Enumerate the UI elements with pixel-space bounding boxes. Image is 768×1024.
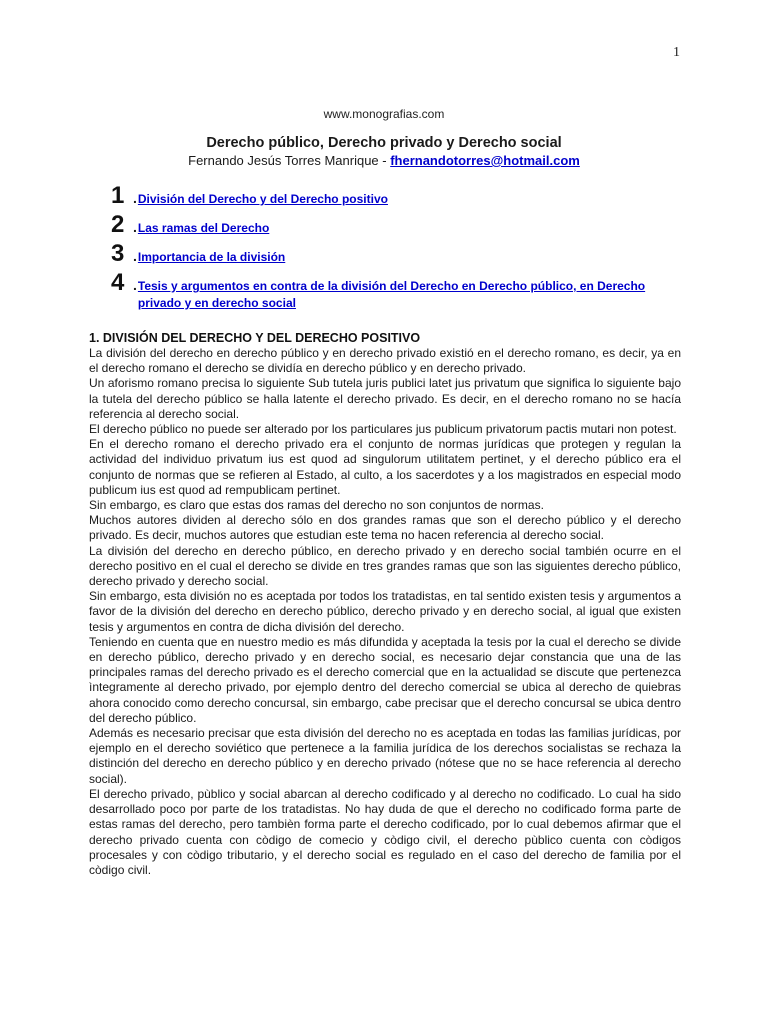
toc-dot: . bbox=[133, 248, 137, 264]
author-name: Fernando Jesús Torres Manrique - bbox=[188, 153, 391, 168]
toc-number: 3 bbox=[111, 240, 125, 267]
toc-dot: . bbox=[133, 277, 137, 293]
page-number: 1 bbox=[673, 45, 680, 60]
toc-link-tesis[interactable]: Tesis y argumentos en contra de la división del Derecho en Derecho público, en Derecho privado y en derecho social bbox=[137, 279, 646, 310]
toc-number: 4 bbox=[111, 269, 125, 296]
paragraph: Sin embargo, es claro que estas dos ramas del derecho no son conjuntos de normas. bbox=[89, 498, 544, 513]
site-url: www.monografias.com bbox=[323, 107, 445, 121]
paragraph: El derecho privado, pùblico y social abarcan al derecho codificado y al derecho no codificado. Lo cual ha sido desarrollado poco por parte de los tratadistas. No hay duda de que el derecho no codificado forma parte de estas ramas del derecho, pero tambièn forma parte el derecho codificado, por lo cual debemos afirmar que el derecho privado cuenta con còdigo de comecio y còdigo civil, el derecho pùblico cuenta con còdigos procesales y con còdigo tributario, y el derecho social es regulado en el caso del derecho de familia por el còdigo civil. bbox=[89, 786, 681, 877]
document-body bbox=[89, 330, 681, 878]
author-email-link[interactable]: fhernandotorres@hotmail.com bbox=[390, 153, 580, 168]
toc-dot: . bbox=[133, 219, 137, 235]
paragraph: La división del derecho en derecho público, en derecho privado y en derecho social también ocurre en el derecho positivo en el cual el derecho se divide en tres grandes ramas que son las siguientes derecho público, derecho privado y derecho social. bbox=[89, 543, 681, 589]
author-line bbox=[0, 153, 768, 168]
document-title: Derecho público, Derecho privado y Derecho social bbox=[206, 135, 562, 151]
paragraph: Además es necesario precisar que esta división del derecho no es aceptada en todas las familias jurídicas, por ejemplo en el derecho soviético que pertenece a la familia jurídica de los derechos socialistas se rechaza la distinción del derecho en derecho público y en derecho privado (nótese que no se hace referencia al derecho social). bbox=[89, 726, 681, 786]
paragraph: Un aforismo romano precisa lo siguiente Sub tutela juris publici latet jus privatum que significa lo siguiente bajo la tutela del derecho público se halla latente el derecho privado. Es decir, en el derecho romano no se hacía referencia al derecho social. bbox=[89, 376, 681, 421]
toc-item bbox=[111, 240, 691, 269]
section-heading: 1. DIVISIÓN DEL DERECHO Y DEL DERECHO POSITIVO bbox=[89, 331, 421, 345]
toc-number: 1 bbox=[111, 182, 125, 209]
paragraph: Sin embargo, esta división no es aceptada por todos los tratadistas, en tal sentido existen tesis y argumentos a favor de la división del derecho en derecho público, derecho privado y en derecho social, al igual que existen tesis y argumentos en contra de dicha división del derecho. bbox=[89, 589, 681, 634]
table-of-contents bbox=[111, 182, 691, 312]
paragraph: El derecho público no puede ser alterado por los particulares jus publicum privatorum pactis mutari non potest. bbox=[89, 422, 677, 437]
toc-dot: . bbox=[133, 190, 137, 206]
toc-link-ramas[interactable]: Las ramas del Derecho bbox=[137, 221, 270, 235]
paragraph: En el derecho romano el derecho privado era el conjunto de normas jurídicas que protegen y regulan la actividad del individuo privatum ius est quod ad singulorum utilitatem pertinet, y el derecho público era el conjunto de normas que se refieren al Estado, al culto, a los sacerdotes y a los magistrados en especial modo publicum ius est quod ad rempublicam pertinet. bbox=[89, 437, 681, 497]
paragraph: La división del derecho en derecho público y en derecho privado existió en el derecho romano, es decir, ya en el derecho romano el derecho se dividía en derecho público y en derecho privado. bbox=[89, 346, 681, 376]
toc-link-importancia[interactable]: Importancia de la división bbox=[137, 250, 286, 264]
toc-item bbox=[111, 182, 691, 211]
toc-item bbox=[111, 269, 691, 312]
paragraph: Teniendo en cuenta que en nuestro medio es más difundida y aceptada la tesis por la cual el derecho se divide en derecho público, derecho privado y en derecho social, es necesario dejar constancia que una de las principales ramas del derecho privado es el derecho comercial que en la actualidad se discute que pertenezca ìntegramente al derecho privado, por ejemplo dentro del derecho comercial se ubica al derecho de quiebras ahora conocido como derecho concursal, sin embargo, cabe precisar que el derecho concursal se ubica dentro del derecho público. bbox=[89, 634, 681, 725]
toc-number: 2 bbox=[111, 211, 125, 238]
paragraph: Muchos autores dividen al derecho sólo en dos grandes ramas que son el derecho público y el derecho privado. Es decir, muchos autores que estudian este tema no hacen referencia al derecho social. bbox=[89, 513, 681, 543]
toc-link-division[interactable]: División del Derecho y del Derecho positivo bbox=[137, 192, 388, 206]
toc-item bbox=[111, 211, 691, 240]
